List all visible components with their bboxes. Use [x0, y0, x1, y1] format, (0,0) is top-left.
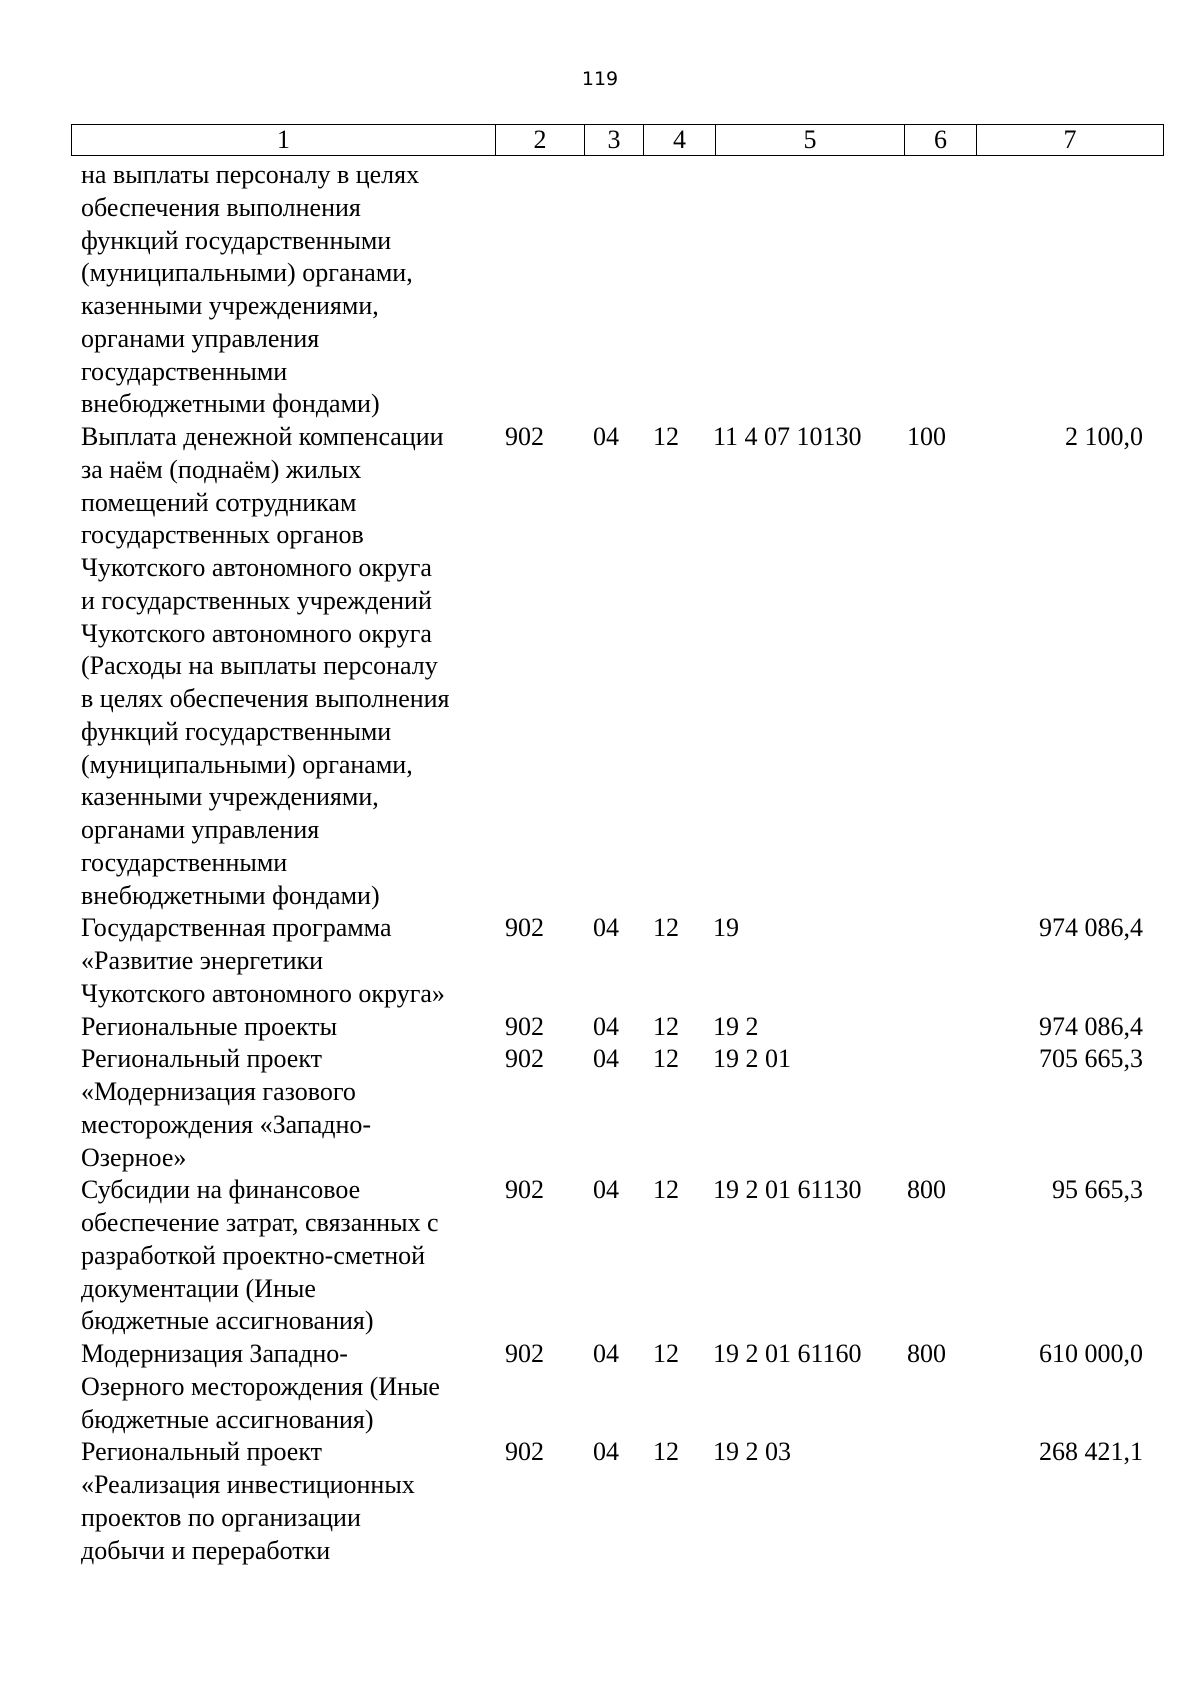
section-code: 04 — [593, 422, 619, 451]
row-description — [81, 1436, 501, 1567]
description-line: Субсидии на финансовое — [81, 1175, 361, 1205]
row-description — [81, 421, 501, 912]
page-number: 119 — [581, 68, 619, 90]
subsection-code: 12 — [653, 1437, 679, 1467]
amount: 974 086,4 — [1039, 913, 1143, 943]
column-header-4: 4 — [644, 125, 716, 156]
subsection-code: 12 — [653, 1339, 679, 1368]
description-line: на выплаты персоналу в целях — [81, 160, 420, 189]
subsection-code: 12 — [653, 422, 679, 451]
ministry-code: 902 — [505, 1339, 544, 1368]
description-line: Чукотского автономного округа — [81, 618, 432, 648]
description-line: (муниципальными) органами, — [81, 749, 413, 779]
table-row — [0, 159, 1200, 421]
ministry-code: 902 — [505, 422, 544, 451]
description-line: «Реализация инвестиционных — [81, 1470, 415, 1499]
amount: 610 000,0 — [1039, 1339, 1143, 1368]
subsection-code: 12 — [653, 1011, 679, 1041]
section-code: 04 — [593, 1437, 619, 1467]
description-line: Региональные проекты — [81, 1011, 338, 1041]
target-article-code: 11 4 07 10130 — [713, 422, 862, 451]
target-article-code: 19 2 01 61160 — [713, 1339, 862, 1368]
table-row — [0, 912, 1200, 1010]
description-line: за наём (поднаём) жилых — [81, 454, 362, 484]
table-row — [0, 421, 1200, 912]
table-row — [0, 1436, 1200, 1567]
description-line: органами управления — [81, 815, 320, 844]
description-line: добычи и переработки — [81, 1535, 331, 1565]
target-article-code: 19 2 — [713, 1011, 759, 1041]
description-line: помещений сотрудникам — [81, 487, 357, 517]
column-header-1: 1 — [72, 125, 496, 156]
target-article-code: 19 — [713, 913, 739, 943]
description-line: (муниципальными) органами, — [81, 258, 413, 288]
description-line: Озерное» — [81, 1142, 187, 1172]
expense-type-code: 100 — [907, 422, 946, 451]
description-line: функций государственными — [81, 716, 392, 746]
description-line: в целях обеспечения выполнения — [81, 684, 450, 713]
description-line: документации (Иные — [81, 1273, 316, 1303]
table-row — [0, 1174, 1200, 1338]
description-line: Выплата денежной компенсации — [81, 422, 444, 451]
target-article-code: 19 2 03 — [713, 1437, 791, 1467]
amount: 95 665,3 — [1052, 1175, 1143, 1205]
column-header-row — [72, 125, 1164, 156]
section-code: 04 — [593, 1175, 619, 1205]
target-article-code: 19 2 01 61130 — [713, 1175, 862, 1205]
description-line: внебюджетными фондами) — [81, 389, 380, 419]
description-line: обеспечение затрат, связанных с — [81, 1208, 439, 1237]
subsection-code: 12 — [653, 1175, 679, 1205]
table-row — [0, 1043, 1200, 1174]
expense-type-code: 800 — [907, 1175, 946, 1205]
row-description — [81, 1043, 501, 1174]
column-header-2: 2 — [496, 125, 585, 156]
description-line: Региональный проект — [81, 1044, 322, 1074]
section-code: 04 — [593, 913, 619, 943]
ministry-code: 902 — [505, 1011, 544, 1041]
description-line: Модернизация Западно- — [81, 1339, 348, 1368]
description-line: обеспечения выполнения — [81, 192, 361, 222]
ministry-code: 902 — [505, 1437, 544, 1467]
table-row — [0, 1011, 1200, 1044]
target-article-code: 19 2 01 — [713, 1044, 791, 1074]
description-line: государственными — [81, 847, 288, 877]
description-line: Государственная программа — [81, 913, 392, 943]
expense-type-code: 800 — [907, 1339, 946, 1368]
description-line: казенными учреждениями, — [81, 782, 379, 812]
column-header-7: 7 — [977, 125, 1164, 156]
description-line: Чукотского автономного округа — [81, 553, 432, 582]
description-line: бюджетные ассигнования) — [81, 1404, 374, 1434]
description-line: Озерного месторождения (Иные — [81, 1371, 440, 1401]
column-header-6: 6 — [905, 125, 977, 156]
section-code: 04 — [593, 1011, 619, 1041]
description-line: «Развитие энергетики — [81, 946, 324, 975]
budget-rows — [0, 159, 1200, 1567]
amount: 974 086,4 — [1039, 1011, 1143, 1041]
table-row — [0, 1338, 1200, 1436]
row-description — [81, 1174, 501, 1338]
description-line: проектов по организации — [81, 1502, 361, 1532]
subsection-code: 12 — [653, 1044, 679, 1074]
description-line: органами управления — [81, 323, 320, 353]
description-line: государственными — [81, 356, 288, 386]
description-line: (Расходы на выплаты персоналу — [81, 651, 438, 681]
column-header-3: 3 — [585, 125, 644, 156]
description-line: функций государственными — [81, 225, 392, 255]
amount: 268 421,1 — [1039, 1437, 1143, 1467]
description-line: месторождения «Западно- — [81, 1109, 372, 1139]
row-description — [81, 1338, 501, 1436]
amount: 705 665,3 — [1039, 1044, 1143, 1074]
description-line: и государственных учреждений — [81, 585, 432, 615]
section-code: 04 — [593, 1044, 619, 1074]
ministry-code: 902 — [505, 1175, 544, 1205]
description-line: разработкой проектно-сметной — [81, 1240, 426, 1270]
row-description — [81, 912, 501, 1010]
description-line: «Модернизация газового — [81, 1077, 356, 1106]
description-line: бюджетные ассигнования) — [81, 1306, 374, 1336]
row-description — [81, 159, 501, 421]
subsection-code: 12 — [653, 913, 679, 943]
ministry-code: 902 — [505, 1044, 544, 1074]
ministry-code: 902 — [505, 913, 544, 943]
description-line: государственных органов — [81, 520, 364, 550]
description-line: внебюджетными фондами) — [81, 880, 380, 910]
description-line: Чукотского автономного округа» — [81, 978, 445, 1008]
column-header-5: 5 — [716, 125, 905, 156]
column-header-table — [71, 124, 1164, 156]
row-description — [81, 1011, 501, 1044]
description-line: казенными учреждениями, — [81, 291, 379, 320]
description-line: Региональный проект — [81, 1437, 322, 1467]
amount: 2 100,0 — [1065, 422, 1143, 451]
section-code: 04 — [593, 1339, 619, 1368]
